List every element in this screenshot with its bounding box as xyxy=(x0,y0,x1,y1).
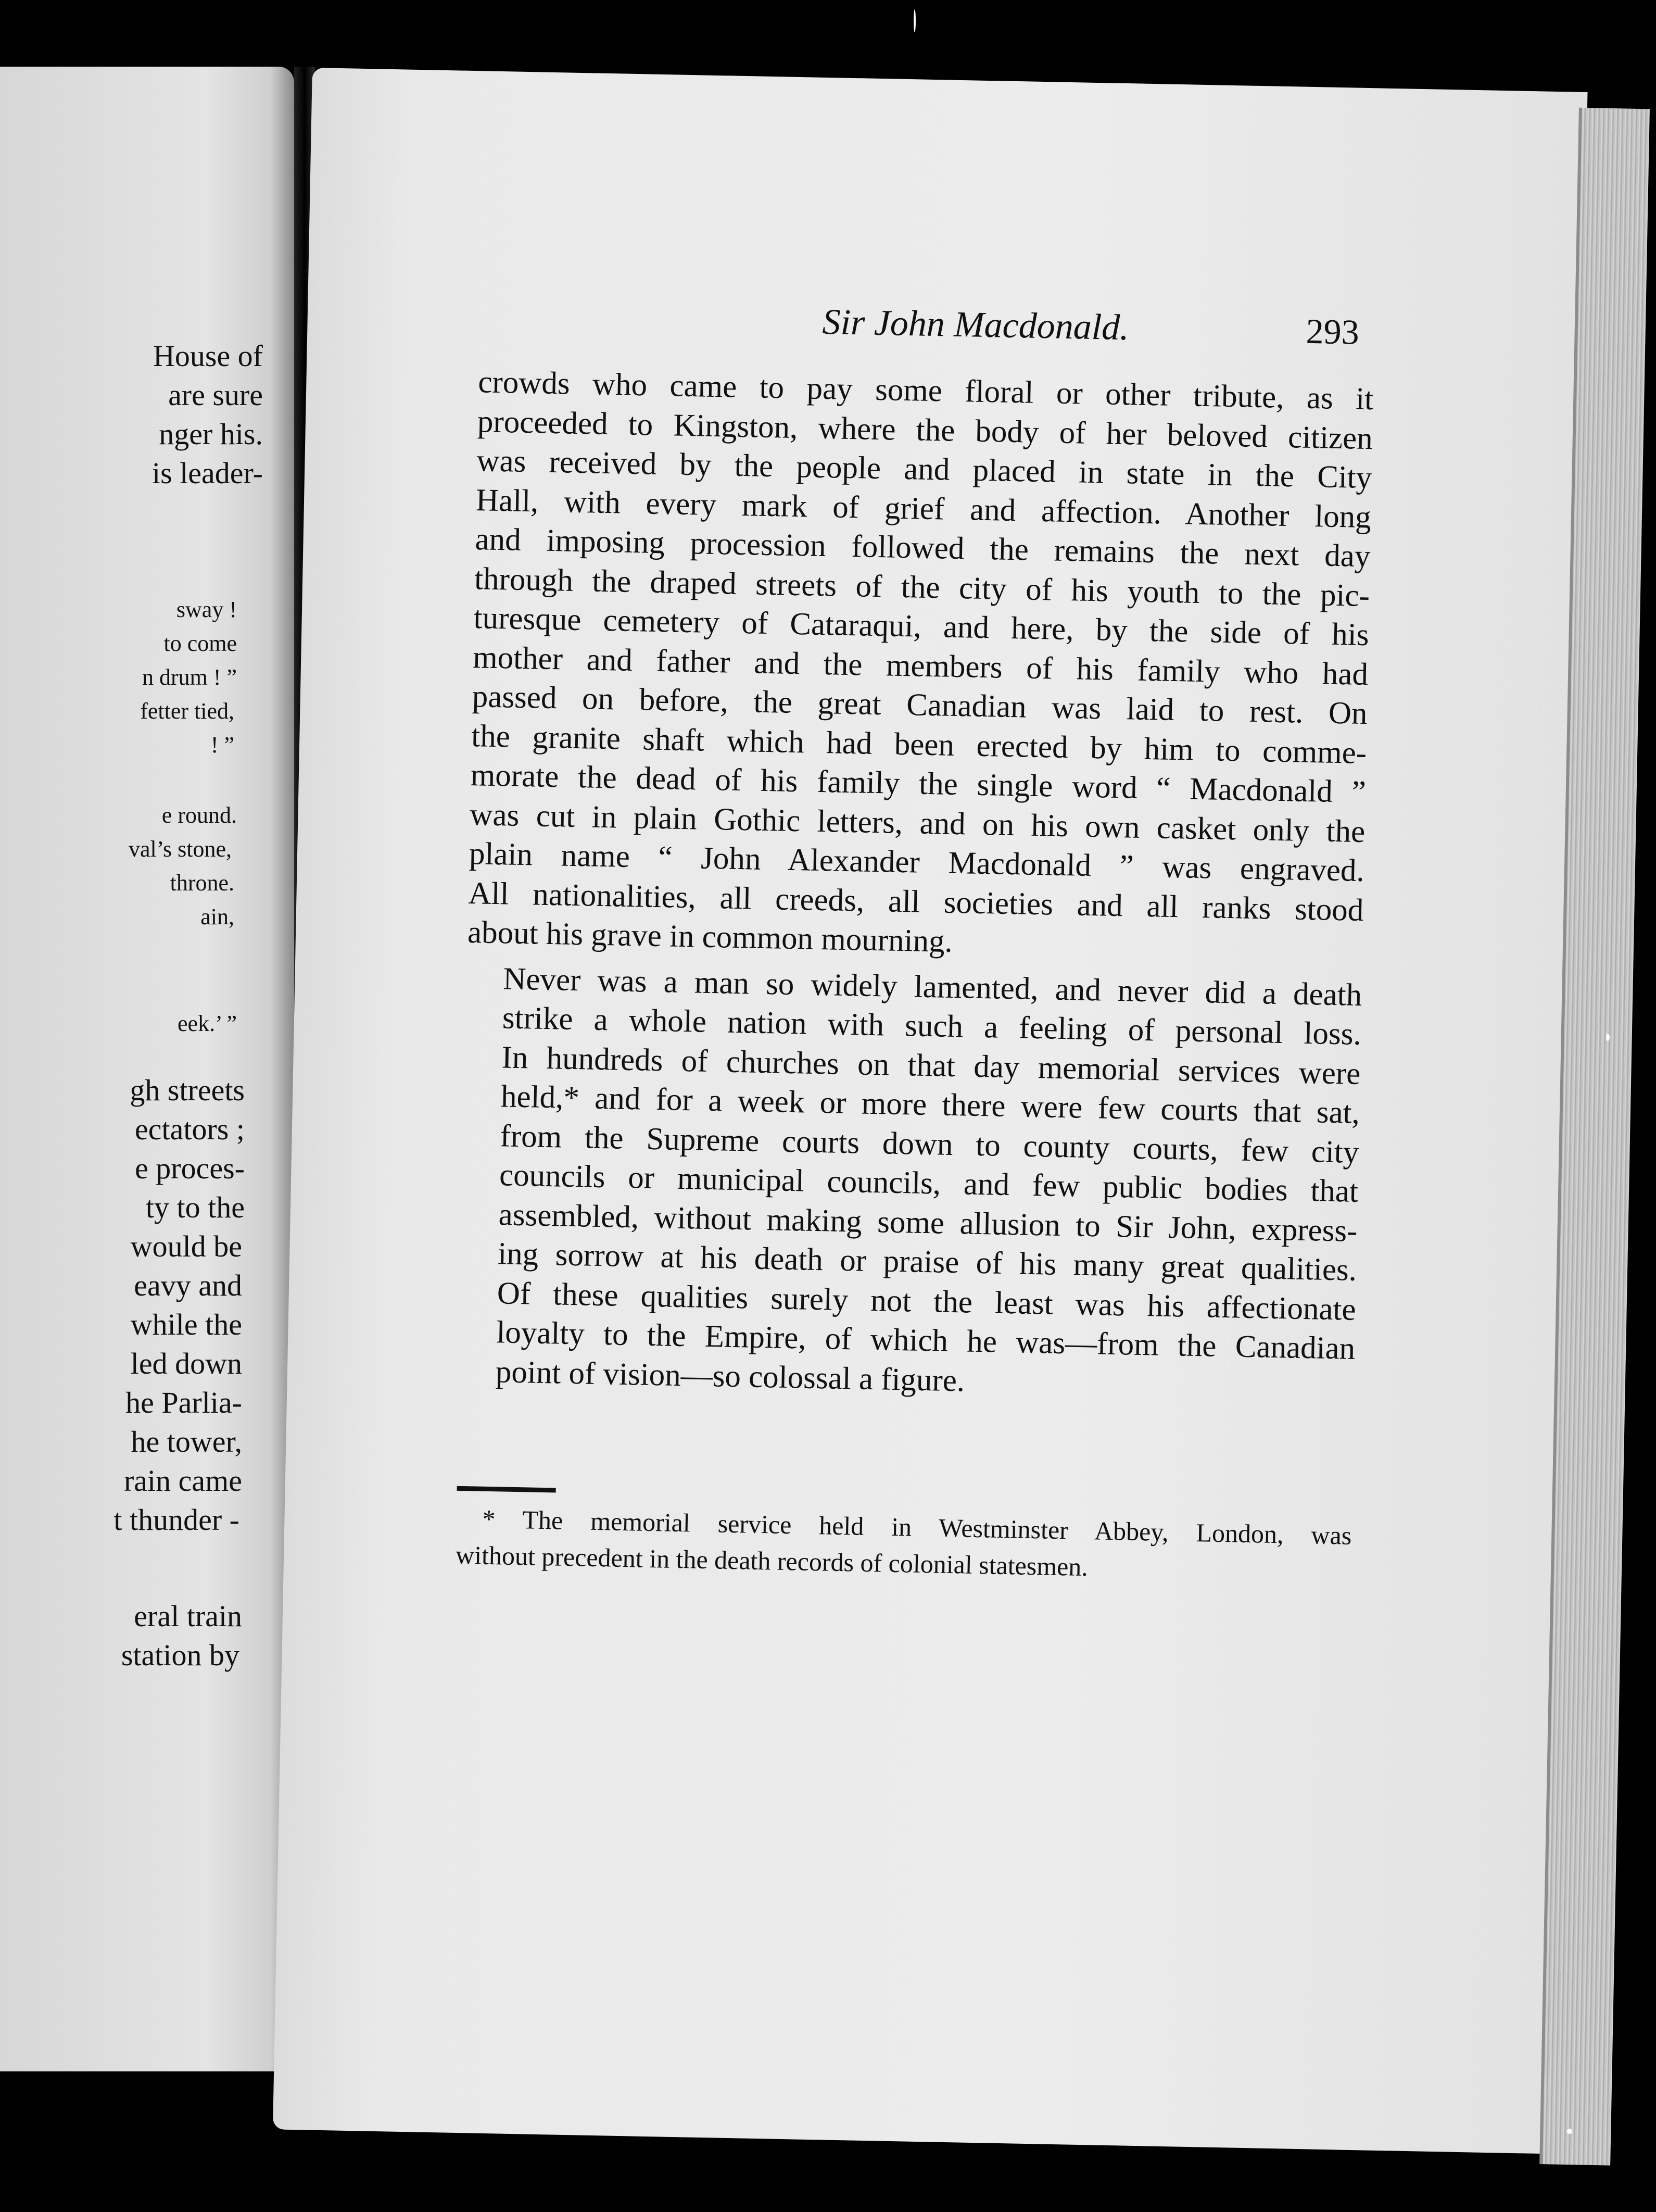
text-line: and imposing procession followed the remains the next day xyxy=(475,522,1371,574)
previous-page-line: eek.’ ” xyxy=(178,1011,237,1036)
previous-page-line: gh streets xyxy=(130,1073,245,1107)
previous-page-line: ty to the xyxy=(145,1190,245,1224)
previous-page-line: are sure xyxy=(168,378,263,412)
text-line: assembled, without making some allusion to Sir John, express- xyxy=(498,1197,1358,1249)
text-line: was cut in plain Gothic letters, and on his own casket only the xyxy=(469,797,1366,849)
text-line: held,* and for a week or more there were few courts that sat, xyxy=(500,1079,1360,1130)
previous-page-line: while the xyxy=(130,1308,242,1341)
previous-page-line: ain, xyxy=(200,904,234,929)
previous-page-line: eavy and xyxy=(134,1268,242,1302)
page-number: 293 xyxy=(1305,311,1360,352)
text-line: plain name “ John Alexander Macdonald ” was engraved. xyxy=(469,836,1365,889)
text-line: morate the dead of his family the single word “ Macdonald ” xyxy=(470,758,1367,810)
previous-page-line: ! ” xyxy=(210,732,234,758)
previous-page-line: nger his. xyxy=(159,417,263,451)
text-line: was received by the people and placed in state in the City xyxy=(476,443,1372,496)
previous-page-line: ectators ; xyxy=(135,1112,245,1146)
previous-page-line: throne. xyxy=(170,870,234,896)
footnote-rule xyxy=(457,1486,556,1493)
previous-page-fragment xyxy=(0,67,294,2071)
text-line: without precedent in the death records of colonial statesmen. xyxy=(455,1540,1089,1582)
text-line: turesque cemetery of Cataraqui, and here, by the side of his xyxy=(473,600,1370,653)
page-stack-edge xyxy=(1539,108,1650,2166)
text-line: from the Supreme courts down to county courts, few city xyxy=(500,1118,1360,1170)
previous-page-line: n drum ! ” xyxy=(142,664,237,690)
text-line: Never was a man so widely lamented, and never did a death xyxy=(502,961,1362,1013)
text-line: about his grave in common mourning. xyxy=(467,915,953,959)
scan-speck xyxy=(914,9,916,32)
previous-page-line: t thunder - xyxy=(113,1503,239,1537)
text-line: In hundreds of churches on that day memorial services were xyxy=(501,1039,1361,1091)
text-line: the granite shaft which had been erected by him to comme- xyxy=(471,718,1367,771)
text-line: through the draped streets of the city of his youth to the pic- xyxy=(474,561,1370,613)
text-line: Of these qualities surely not the least was his affectionate xyxy=(497,1275,1357,1327)
text-line: mother and father and the members of his family who had xyxy=(472,639,1369,692)
previous-page-line: e proces- xyxy=(135,1151,245,1185)
previous-page-line: to come xyxy=(163,631,237,656)
previous-page-line: he tower, xyxy=(131,1425,242,1459)
previous-page-line: eral train xyxy=(134,1599,242,1633)
previous-page-line: e round. xyxy=(161,802,237,828)
text-line: councils or municipal councils, and few public bodies that xyxy=(499,1158,1359,1209)
text-line: * The memorial service held in Westminster Abbey, London, was xyxy=(482,1504,1352,1550)
text-line: crowds who came to pay some floral or other tribute, as it xyxy=(477,365,1374,417)
text-line: loyalty to the Empire, of which he was—from the Canadian xyxy=(496,1315,1356,1366)
body-text xyxy=(459,362,1374,1408)
text-line: ing sorrow at his death or praise of his many great qualities. xyxy=(497,1236,1357,1288)
paragraph-2 xyxy=(459,959,1362,1408)
running-head xyxy=(307,292,1359,354)
previous-page-line: rain came xyxy=(123,1464,242,1498)
text-line: passed on before, the great Canadian was laid to rest. On xyxy=(472,679,1368,732)
page-293 xyxy=(273,68,1588,2154)
previous-page-line: station by xyxy=(121,1638,239,1672)
text-line: proceeded to Kingston, where the body of her beloved citizen xyxy=(477,404,1373,456)
previous-page-line: he Parlia- xyxy=(125,1386,242,1419)
previous-page-line: is leader- xyxy=(152,456,263,490)
previous-page-line: led down xyxy=(130,1347,242,1380)
text-line: Hall, with every mark of grief and affection. Another long xyxy=(475,482,1372,535)
previous-page-line: val’s stone, xyxy=(129,836,232,862)
previous-page-line: fetter tied, xyxy=(140,698,234,724)
text-line: point of vision—so colossal a figure. xyxy=(495,1354,965,1399)
previous-page-line: House of xyxy=(153,339,263,373)
text-line: strike a whole nation with such a feeling of personal loss. xyxy=(502,1000,1362,1052)
text-line: All nationalities, all creeds, all societies and all ranks stood xyxy=(467,875,1364,928)
paragraph-1 xyxy=(467,362,1373,969)
previous-page-line: sway ! xyxy=(176,597,237,622)
previous-page-line: would be xyxy=(130,1229,242,1263)
running-title: Sir John Macdonald. xyxy=(821,301,1130,348)
footnote xyxy=(456,1500,1352,1590)
scan-speck xyxy=(1606,1034,1610,1041)
scan-speck xyxy=(1567,2129,1572,2134)
